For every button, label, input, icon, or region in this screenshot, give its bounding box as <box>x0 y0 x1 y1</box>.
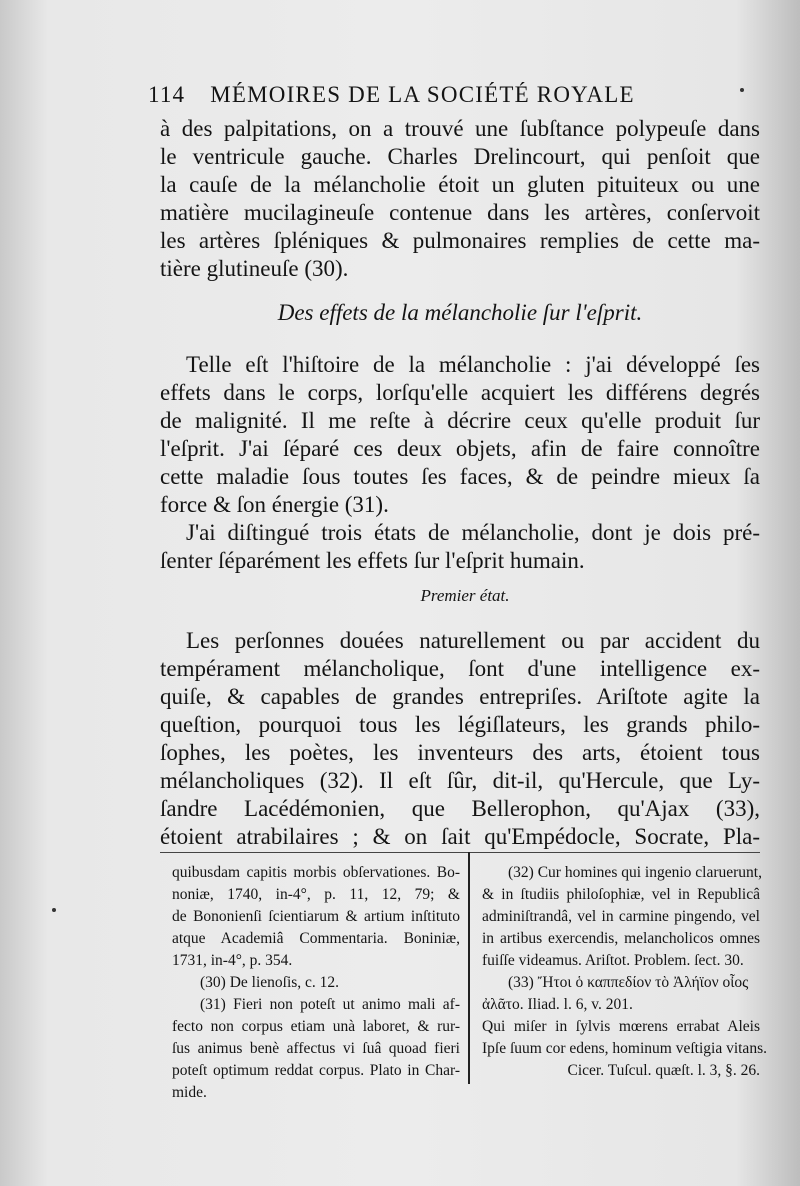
paragraph-line: effets dans le corps, lorſqu'elle acquiert les différens degrés <box>160 380 760 405</box>
footnote-column-divider <box>468 852 470 1084</box>
footnote-line: in artibus exercendis, melancholicos omnes <box>482 930 760 947</box>
paragraph-line: J'ai diſtingué trois états de mélancholie, dont je dois pré- <box>186 520 760 545</box>
ink-speck <box>740 88 744 92</box>
footnote-line: fuiſſe videamus. Ariſtot. Problem. ſect. 30. <box>482 952 744 969</box>
subsection-title: Premier état. <box>420 586 510 605</box>
paragraph-line: mélancholiques (32). Il eſt ſûr, dit-il, qu'Hercule, que Ly- <box>160 768 760 793</box>
body-line: le ventricule gauche. Charles Drelincourt, qui penſoit que <box>160 144 760 169</box>
body-line: tière glutineuſe (30). <box>160 256 349 281</box>
running-header <box>148 82 708 108</box>
paragraph-line: l'eſprit. J'ai ſéparé ces deux objets, afin de faire connoître <box>160 436 760 461</box>
footnote-line: fecto non corpus etiam unà laboret, & rur- <box>172 1018 460 1035</box>
footnote-line: (31) Fieri non poteſt ut animo mali af- <box>200 996 460 1013</box>
paragraph-line: Les perſonnes douées naturellement ou par accident du <box>186 628 760 653</box>
paragraph-line: quiſe, & capables de grandes entrepriſes. Ariſtote agite la <box>160 684 760 709</box>
paragraph-line: ſophes, les poètes, les inventeurs des arts, étoient tous <box>160 740 760 765</box>
footnote-line: Qui miſer in ſylvis mœrens errabat Aleis <box>482 1018 760 1035</box>
footnote-line: atque Academiâ Commentaria. Boniniæ, <box>172 930 460 947</box>
paragraph-line: tempérament mélancholique, ſont d'une intelligence ex- <box>160 656 760 681</box>
footnote-line: (32) Cur homines qui ingenio claruerunt, <box>508 864 762 881</box>
footnote-line: mide. <box>172 1084 207 1101</box>
paragraph-line: Telle eſt l'hiſtoire de la mélancholie : j'ai développé ſes <box>186 352 760 377</box>
body-line: les artères ſpléniques & pulmonaires remplies de cette ma- <box>160 228 760 253</box>
footnote-line: de Bononienſi ſcientiarum & artium inſtituto <box>172 908 460 925</box>
footnote-line: ſus animus benè affectus vi ſuâ quoad fieri <box>172 1040 460 1057</box>
running-title: MÉMOIRES DE LA SOCIÉTÉ ROYALE <box>210 82 635 107</box>
footnote-line: 1731, in-4°, p. 354. <box>172 952 293 969</box>
paragraph-line: étoient atrabilaires ; & on ſait qu'Empédocle, Socrate, Pla- <box>160 824 760 849</box>
ink-speck <box>52 908 56 912</box>
footnote-line: adminiſtrandâ, vel in carmine pingendo, vel <box>482 908 760 925</box>
paragraph-line: ſenter ſéparément les effets ſur l'eſprit humain. <box>160 548 585 573</box>
paragraph-line: cette maladie ſous toutes ſes faces, & de peindre mieux ſa <box>160 464 760 489</box>
body-line: la cauſe de la mélancholie étoit un gluten pituiteux ou une <box>160 172 760 197</box>
paragraph-line: queſtion, pourquoi tous les légiſlateurs, les grands philo- <box>160 712 760 737</box>
paragraph-line: ſandre Lacédémonien, que Bellerophon, qu'Ajax (33), <box>160 796 760 821</box>
footnote-separator <box>160 852 760 853</box>
footnote-line: Cicer. Tuſcul. quæſt. l. 3, §. 26. <box>567 1062 760 1079</box>
paragraph-line: force & ſon énergie (31). <box>160 492 389 517</box>
footnote-line: & in ſtudiis philoſophiæ, vel in Republicâ <box>482 886 760 903</box>
footnote-line: noniæ, 1740, in-4°, p. 11, 12, 79; & <box>172 886 460 903</box>
body-line: matière mucilagineuſe contenue dans les artères, conſervoit <box>160 200 760 225</box>
footnote-line: ἀλᾶτο. Iliad. l. 6, v. 201. <box>482 996 633 1013</box>
body-line: à des palpitations, on a trouvé une ſubſtance polypeuſe dans <box>160 116 760 141</box>
paragraph-line: de malignité. Il me reſte à décrire ceux qu'elle produit ſur <box>160 408 760 433</box>
footnote-line: (33) Ἤτοι ὁ καππεδίον τὸ Ἀλήϊον οἶος <box>508 974 749 991</box>
footnote-line: Ipſe ſuum cor edens, hominum veſtigia vitans. <box>482 1040 767 1057</box>
page-number: 114 <box>148 82 186 107</box>
footnote-line: poteſt optimum reddat corpus. Plato in Char- <box>172 1062 460 1079</box>
footnote-line: (30) De lienoſis, c. 12. <box>200 974 340 991</box>
section-title: Des effets de la mélancholie ſur l'eſprit. <box>277 300 643 325</box>
footnote-line: quibusdam capitis morbis obſervationes. Bo- <box>172 864 460 881</box>
